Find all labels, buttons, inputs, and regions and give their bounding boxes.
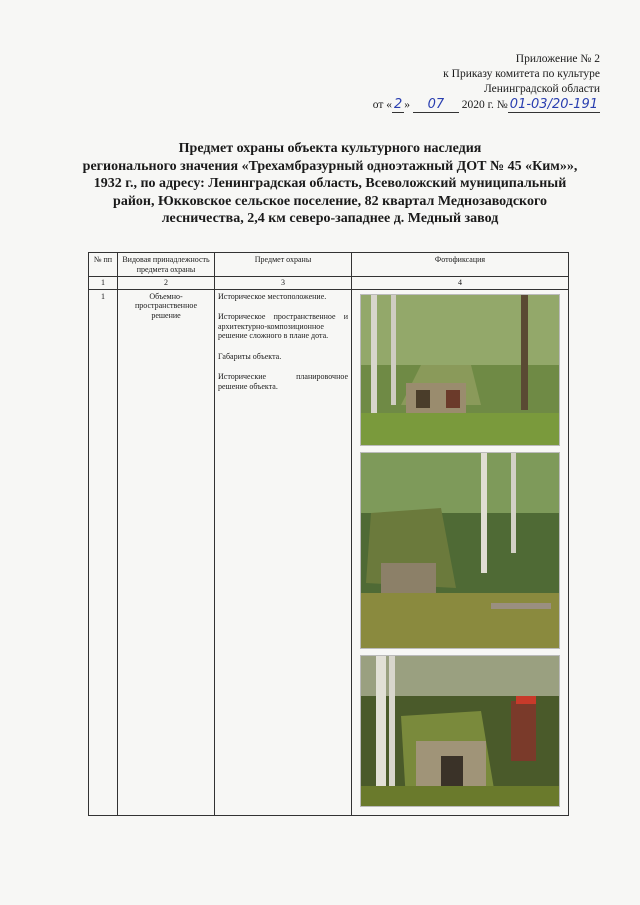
subject-item: Историческое местоположение.: [218, 291, 327, 301]
appendix-order-ref: к Приказу комитета по культуре: [443, 68, 600, 80]
col-num-2: 2: [118, 277, 215, 290]
year-text: 2020 г. №: [461, 99, 508, 111]
header-subject: Предмет охраны: [215, 253, 352, 277]
document-title: [60, 140, 600, 228]
title-line-5: лесничества, 2,4 км северо-западнее д. Медный завод: [161, 211, 499, 226]
header-type: Видовая принадлежность предмета охраны: [118, 253, 215, 277]
day-suffix: »: [404, 99, 411, 111]
handwritten-day: 2: [393, 97, 403, 112]
table-header-row: [89, 253, 569, 277]
forest-bunker-photo-1: [360, 294, 560, 446]
column-number-row: [89, 277, 569, 290]
handwritten-order-number: 01-03/20-191: [509, 97, 598, 112]
title-line-1: Предмет охраны объекта культурного наследия: [178, 141, 482, 156]
subject-item: Исторические планировочное решение объекта.: [218, 372, 348, 391]
protection-table: [88, 252, 569, 816]
appendix-region: Ленинградской области: [483, 83, 600, 95]
title-line-4: район, Юкковское сельское поселение, 82 квартал Меднозаводского: [113, 193, 547, 209]
table-row: [89, 289, 569, 815]
forest-bunker-photo-2: [360, 452, 560, 649]
row-type: Объемно-пространственное решение: [118, 289, 215, 815]
subject-item: Историческое пространственное и архитектурно-композиционное решение сложного в плане дота.: [218, 312, 348, 340]
handwritten-month: 07: [413, 97, 459, 113]
appendix-header: [373, 52, 600, 113]
row-number: 1: [89, 289, 118, 815]
row-photos: [352, 289, 569, 815]
col-num-1: 1: [89, 277, 118, 290]
title-line-3: 1932 г., по адресу: Ленинградская область, Всеволожский муниципальный: [93, 176, 567, 191]
col-num-4: 4: [352, 277, 569, 290]
header-photo: Фотофиксация: [352, 253, 569, 277]
col-num-3: 3: [215, 277, 352, 290]
appendix-date-line: [373, 97, 600, 113]
date-prefix: от «: [372, 99, 392, 111]
title-line-2: регионального значения «Трехамбразурный одноэтажный ДОТ № 45 «Ким»»,: [82, 158, 578, 174]
subject-item: Габариты объекта.: [218, 351, 282, 361]
appendix-number: Приложение № 2: [515, 53, 600, 65]
forest-bunker-photo-3: [360, 655, 560, 807]
header-number: № пп: [89, 253, 118, 277]
row-subject: [215, 289, 352, 815]
